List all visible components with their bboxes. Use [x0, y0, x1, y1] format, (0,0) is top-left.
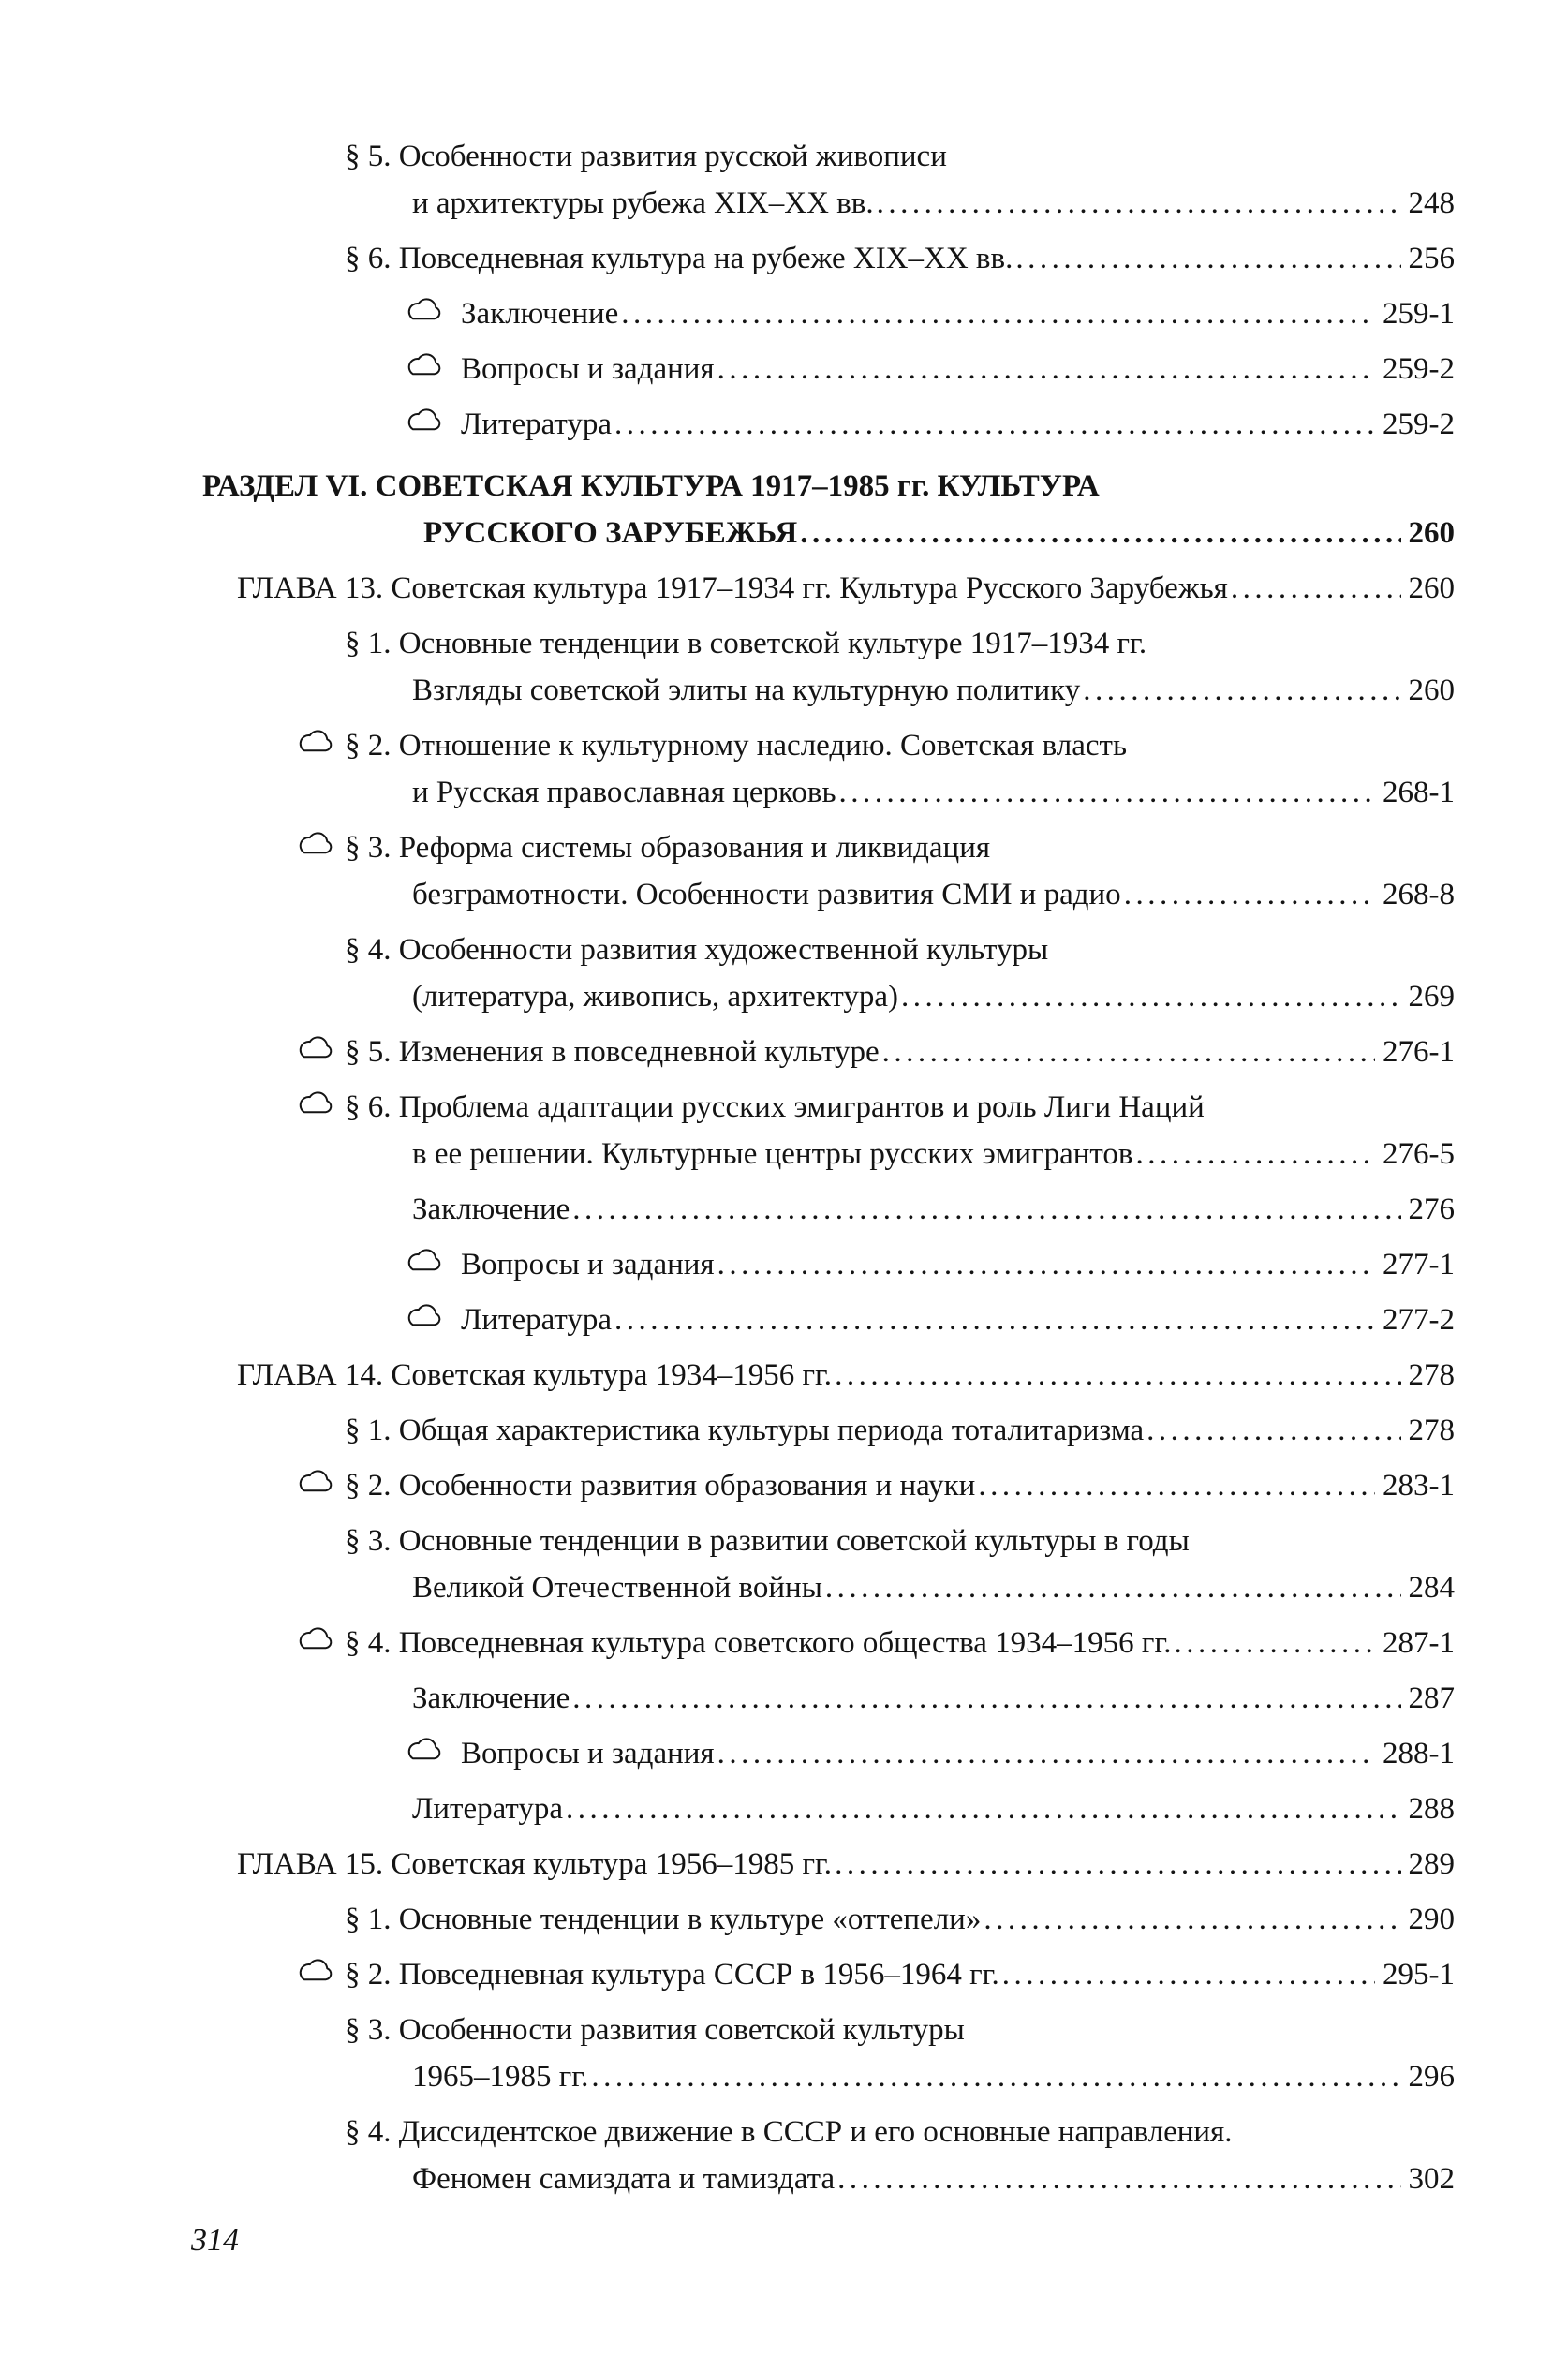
toc-entry-text: Вопросы и задания [461, 1737, 715, 1770]
dot-leader [570, 1675, 1400, 1722]
toc-line [345, 1518, 1455, 1564]
toc-line [237, 565, 1455, 612]
toc-line [412, 973, 1455, 1020]
cloud-icon [403, 1248, 461, 1276]
page-number: 260 [1408, 674, 1455, 707]
toc-line [403, 1296, 1455, 1343]
page-number: 287-1 [1383, 1626, 1455, 1660]
toc-entry-lines [0, 1352, 1568, 1399]
toc-entry-text: § 1. Основные тенденции в культуре «оттепели» [345, 1903, 982, 1936]
dot-leader [612, 401, 1375, 448]
toc-line [412, 1675, 1455, 1722]
page-number: 269 [1408, 980, 1455, 1014]
toc-line [345, 926, 1455, 973]
dot-leader [797, 510, 1400, 556]
toc-entry-lines [0, 1951, 1568, 1998]
toc-entry-lines [0, 235, 1568, 282]
toc-line [294, 824, 1455, 871]
toc-line [412, 2155, 1455, 2202]
cloud-icon [294, 1958, 345, 1986]
toc-entry [0, 346, 1568, 392]
dot-leader [570, 1186, 1400, 1233]
page-number: 289 [1408, 1847, 1455, 1881]
toc-entry-text: § 3. Основные тенденции в развитии советской культуры в годы [345, 1524, 1190, 1558]
toc-entry [0, 1186, 1568, 1233]
toc-entry-lines [0, 290, 1568, 337]
page-number: 259-2 [1383, 407, 1455, 441]
toc-entry-text: § 5. Особенности развития русской живописи [345, 140, 947, 173]
toc-entry-lines [0, 1029, 1568, 1075]
toc-entry-text: Заключение [412, 1192, 570, 1226]
page-number: 259-2 [1383, 352, 1455, 386]
toc-line [345, 1896, 1455, 1943]
dot-leader [715, 1730, 1375, 1777]
toc-entry [0, 620, 1568, 714]
toc-entry-lines [0, 401, 1568, 448]
cloud-icon [294, 831, 345, 859]
toc-line [345, 235, 1455, 282]
page-number: 296 [1408, 2060, 1455, 2094]
toc-entry-lines [0, 346, 1568, 392]
page-number: 283-1 [1383, 1469, 1455, 1503]
dot-leader [836, 769, 1375, 816]
toc-line [403, 346, 1455, 392]
page-number: 277-2 [1383, 1303, 1455, 1337]
toc-entry [0, 1951, 1568, 1998]
toc-line [412, 1564, 1455, 1611]
toc-line [412, 1186, 1455, 1233]
cloud-icon [294, 1090, 345, 1118]
toc-entry [0, 926, 1568, 1020]
dot-leader [1144, 1407, 1400, 1454]
cloud-icon [403, 1303, 461, 1331]
dot-leader [975, 1462, 1375, 1509]
toc-entry [0, 1518, 1568, 1611]
toc-entry-text: (литература, живопись, архитектура) [412, 980, 899, 1014]
toc-entry [0, 1407, 1568, 1454]
dot-leader [1080, 667, 1400, 714]
toc-list [0, 133, 1568, 2211]
toc-entry-lines [0, 824, 1568, 918]
toc-line [412, 667, 1455, 714]
toc-entry-lines [0, 1241, 1568, 1288]
toc-entry-lines [0, 1730, 1568, 1777]
toc-line [345, 620, 1455, 667]
toc-entry [0, 1785, 1568, 1832]
page-number: 256 [1408, 242, 1455, 275]
toc-entry [0, 1029, 1568, 1075]
cloud-icon [403, 1737, 461, 1765]
toc-entry-lines [0, 1462, 1568, 1509]
toc-entry-text: РАЗДЕЛ VI. СОВЕТСКАЯ КУЛЬТУРА 1917–1985 гг. КУЛЬТУРА [202, 469, 1100, 503]
toc-entry-lines [0, 133, 1568, 227]
toc-line [345, 1407, 1455, 1454]
toc-line [423, 510, 1455, 556]
folio-page-number: 314 [191, 2223, 239, 2258]
toc-line [237, 1352, 1455, 1399]
toc-entry [0, 401, 1568, 448]
dot-leader [1132, 1131, 1375, 1178]
toc-entry [0, 722, 1568, 816]
toc-entry [0, 1730, 1568, 1777]
dot-leader [1013, 235, 1400, 282]
page-number: 278 [1408, 1414, 1455, 1447]
toc-entry [0, 1841, 1568, 1888]
dot-leader [832, 1841, 1400, 1888]
toc-line [412, 180, 1455, 227]
page-number: 288-1 [1383, 1737, 1455, 1770]
toc-entry-text: ГЛАВА 14. Советская культура 1934–1956 гг. [237, 1358, 833, 1392]
cloud-icon [403, 297, 461, 325]
toc-entry-text: Литература [412, 1792, 564, 1826]
page-number: 290 [1408, 1903, 1455, 1936]
page-number: 284 [1408, 1571, 1455, 1605]
cloud-icon [294, 729, 345, 757]
toc-entry-text: § 5. Изменения в повседневной культуре [345, 1035, 880, 1069]
toc-entry [0, 2109, 1568, 2202]
toc-entry-text: Литература [461, 1303, 613, 1337]
toc-entry-text: Заключение [412, 1681, 570, 1715]
toc-entry-text: ГЛАВА 15. Советская культура 1956–1985 гг. [237, 1847, 833, 1881]
toc-line [412, 769, 1455, 816]
toc-entry-text: Взгляды советской элиты на культурную политику [412, 674, 1081, 707]
toc-entry [0, 2007, 1568, 2100]
toc-entry-text: § 1. Общая характеристика культуры периода тоталитаризма [345, 1414, 1145, 1447]
toc-entry-lines [0, 1518, 1568, 1611]
toc-entry-text: 1965–1985 гг. [412, 2060, 589, 2094]
toc-entry-text: § 6. Повседневная культура на рубеже XIX–XX вв. [345, 242, 1013, 275]
toc-entry-text: в ее решении. Культурные центры русских эмигрантов [412, 1137, 1133, 1171]
toc-entry [0, 1296, 1568, 1343]
toc-entry [0, 1675, 1568, 1722]
toc-entry [0, 824, 1568, 918]
toc-entry [0, 565, 1568, 612]
toc-line [345, 133, 1455, 180]
toc-entry-text: и Русская православная церковь [412, 776, 836, 809]
toc-entry [0, 1241, 1568, 1288]
toc-entry-text: § 2. Отношение к культурному наследию. Советская власть [345, 729, 1127, 763]
toc-entry [0, 463, 1568, 556]
toc-line [412, 871, 1455, 918]
toc-entry-text: § 3. Особенности развития советской культуры [345, 2013, 965, 2047]
toc-entry-text: и архитектуры рубежа XIX–XX вв. [412, 186, 874, 220]
dot-leader [1121, 871, 1375, 918]
page-number: 268-8 [1383, 878, 1455, 911]
toc-entry-text: § 2. Повседневная культура СССР в 1956–1964 гг. [345, 1958, 999, 1992]
page-number: 277-1 [1383, 1248, 1455, 1281]
toc-entry-lines [0, 1296, 1568, 1343]
dot-leader [880, 1029, 1375, 1075]
toc-entry-lines [0, 2007, 1568, 2100]
toc-entry-lines [0, 1896, 1568, 1943]
toc-line [403, 1730, 1455, 1777]
toc-line [345, 2007, 1455, 2053]
toc-entry-lines [0, 1785, 1568, 1832]
dot-leader [618, 290, 1375, 337]
dot-leader [999, 1951, 1375, 1998]
toc-line [294, 1462, 1455, 1509]
page-number: 276 [1408, 1192, 1455, 1226]
dot-leader [898, 973, 1400, 1020]
toc-line [294, 1951, 1455, 1998]
cloud-icon [403, 352, 461, 380]
toc-entry-text: ГЛАВА 13. Советская культура 1917–1934 гг. Культура Русского Зарубежья [237, 571, 1228, 605]
cloud-icon [403, 407, 461, 436]
toc-entry [0, 133, 1568, 227]
cloud-icon [294, 1626, 345, 1654]
toc-entry-text: Вопросы и задания [461, 352, 715, 386]
toc-entry-lines [0, 1620, 1568, 1666]
toc-entry-text: Великой Отечественной войны [412, 1571, 822, 1605]
page-number: 302 [1408, 2162, 1455, 2196]
page-number: 248 [1408, 186, 1455, 220]
dot-leader [1228, 565, 1401, 612]
toc-entry-text: § 2. Особенности развития образования и науки [345, 1469, 976, 1503]
toc-line [412, 1131, 1455, 1178]
toc-entry-text: Заключение [461, 297, 619, 331]
page-number: 260 [1408, 516, 1455, 550]
toc-entry [0, 1462, 1568, 1509]
dot-leader [563, 1785, 1400, 1832]
toc-entry [0, 1896, 1568, 1943]
dot-leader [874, 180, 1401, 227]
toc-entry-lines [0, 926, 1568, 1020]
toc-line [294, 722, 1455, 769]
dot-leader [981, 1896, 1400, 1943]
page-number: 268-1 [1383, 776, 1455, 809]
page-number: 276-5 [1383, 1137, 1455, 1171]
toc-line [345, 2109, 1455, 2155]
page-number: 287 [1408, 1681, 1455, 1715]
toc-line [412, 2053, 1455, 2100]
dot-leader [588, 2053, 1400, 2100]
toc-entry-lines [0, 1841, 1568, 1888]
toc-entry-lines [0, 1407, 1568, 1454]
page-number: 288 [1408, 1792, 1455, 1826]
toc-entry-text: § 4. Особенности развития художественной культуры [345, 933, 1049, 967]
toc-entry-text: безграмотности. Особенности развития СМИ и радио [412, 878, 1121, 911]
cloud-icon [294, 1035, 345, 1063]
toc-line [412, 1785, 1455, 1832]
toc-entry-text: § 1. Основные тенденции в советской культуре 1917–1934 гг. [345, 627, 1147, 660]
toc-entry-lines [0, 620, 1568, 714]
toc-line [294, 1029, 1455, 1075]
toc-entry-lines [0, 1675, 1568, 1722]
toc-entry-text: Литература [461, 407, 613, 441]
toc-entry-text: Феномен самиздата и тамиздата [412, 2162, 836, 2196]
toc-entry-text: § 6. Проблема адаптации русских эмигрантов и роль Лиги Наций [345, 1090, 1205, 1124]
dot-leader [612, 1296, 1375, 1343]
page-number: 260 [1408, 571, 1455, 605]
dot-leader [835, 2155, 1400, 2202]
page-number: 295-1 [1383, 1958, 1455, 1992]
toc-entry [0, 1084, 1568, 1178]
dot-leader [832, 1352, 1400, 1399]
toc-entry-text: § 4. Диссидентское движение в СССР и его основные направления. [345, 2115, 1233, 2149]
toc-line [202, 463, 1455, 510]
dot-leader [715, 346, 1375, 392]
page-number: 276-1 [1383, 1035, 1455, 1069]
dot-leader [1172, 1620, 1375, 1666]
toc-entry [0, 290, 1568, 337]
toc-entry [0, 1352, 1568, 1399]
page-number: 259-1 [1383, 297, 1455, 331]
toc-line [237, 1841, 1455, 1888]
dot-leader [715, 1241, 1375, 1288]
toc-entry-text: § 3. Реформа системы образования и ликвидация [345, 831, 991, 865]
toc-line [294, 1084, 1455, 1131]
toc-line [403, 1241, 1455, 1288]
toc-entry-text: Вопросы и задания [461, 1248, 715, 1281]
toc-entry-lines [0, 1084, 1568, 1178]
toc-entry [0, 1620, 1568, 1666]
toc-entry-lines [0, 2109, 1568, 2202]
dot-leader [822, 1564, 1401, 1611]
toc-line [294, 1620, 1455, 1666]
toc-entry-text: РУССКОГО ЗАРУБЕЖЬЯ [423, 516, 798, 550]
toc-entry-lines [0, 463, 1568, 556]
toc-entry-text: § 4. Повседневная культура советского общества 1934–1956 гг. [345, 1626, 1172, 1660]
toc-entry [0, 235, 1568, 282]
cloud-icon [294, 1469, 345, 1497]
toc-entry-lines [0, 1186, 1568, 1233]
page-number: 278 [1408, 1358, 1455, 1392]
toc-entry-lines [0, 722, 1568, 816]
toc-line [403, 290, 1455, 337]
toc-entry-lines [0, 565, 1568, 612]
toc-line [403, 401, 1455, 448]
